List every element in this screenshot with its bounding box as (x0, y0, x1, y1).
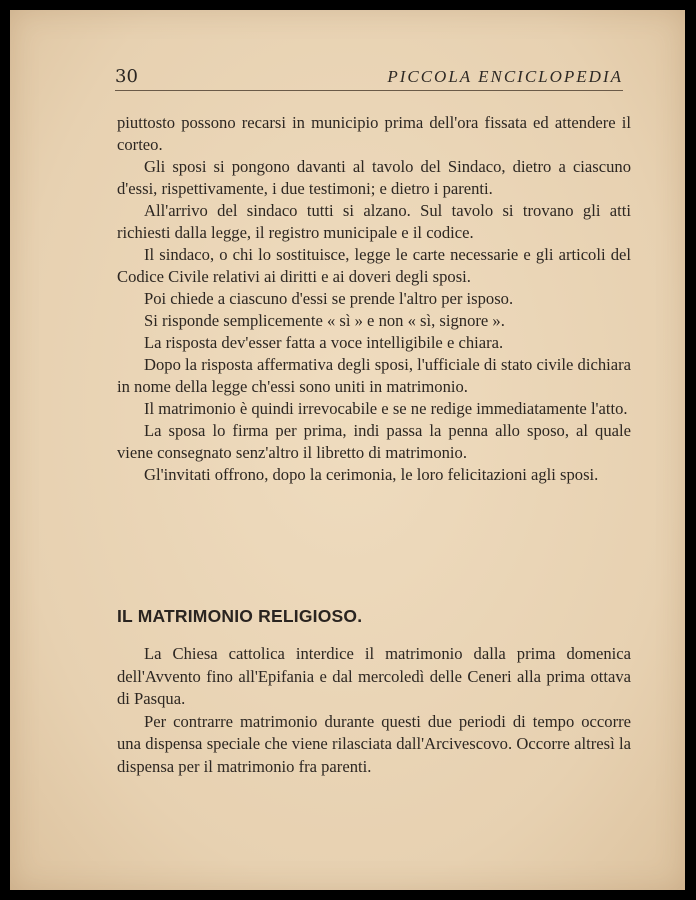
page-number: 30 (115, 66, 138, 87)
running-head: PICCOLA ENCICLOPEDIA (387, 67, 623, 86)
book-page (10, 10, 685, 890)
paragraph: Per contrarre matrimonio durante questi due periodi di tempo occorre una dispensa speciale che viene rilasciata dall'Arcivescovo. Occorre altresì la dispensa per il matrimonio fra parenti. (117, 711, 631, 776)
paragraph: Dopo la risposta affermativa degli sposi, l'ufficiale di stato civile dichiara in nome della legge ch'essi sono uniti in matrimonio. (117, 355, 631, 396)
paragraph: Il sindaco, o chi lo sostituisce, legge le carte necessarie e gli articoli del Codice Civile relativi ai diritti e ai doveri degli sposi. (117, 245, 631, 286)
paragraph: Si risponde semplicemente « sì » e non « sì, signore ». (144, 311, 505, 330)
paragraph: Poi chiede a ciascuno d'essi se prende l'altro per isposo. (144, 289, 514, 308)
civil-ceremony-text (117, 112, 631, 486)
section-heading: IL MATRIMONIO RELIGIOSO. (117, 606, 363, 626)
paragraph: La sposa lo firma per prima, indi passa la penna allo sposo, al quale viene consegnato senz'altro il libretto di matrimonio. (117, 421, 631, 462)
paragraph: La risposta dev'esser fatta a voce intelligibile e chiara. (144, 333, 504, 352)
religious-marriage-text (117, 643, 631, 778)
paragraph: All'arrivo del sindaco tutti si alzano. Sul tavolo si trovano gli atti richiesti dalla legge, il registro municipale e il codice. (117, 201, 631, 242)
paragraph: piuttosto possono recarsi in municipio prima dell'ora fissata ed attendere il corteo. (117, 113, 631, 154)
paragraph: Gl'invitati offrono, dopo la cerimonia, le loro felicitazioni agli sposi. (144, 465, 599, 484)
page-header (115, 66, 623, 91)
paragraph: Il matrimonio è quindi irrevocabile e se ne redige immediatamente l'atto. (144, 399, 628, 418)
paragraph: Gli sposi si pongono davanti al tavolo del Sindaco, dietro a ciascuno d'essi, rispettivamente, i due testimoni; e dietro i parenti. (117, 157, 631, 198)
paragraph: La Chiesa cattolica interdice il matrimonio dalla prima domenica dell'Avvento fino all'Epifania e dal mercoledì delle Ceneri alla prima ottava di Pasqua. (117, 644, 631, 708)
